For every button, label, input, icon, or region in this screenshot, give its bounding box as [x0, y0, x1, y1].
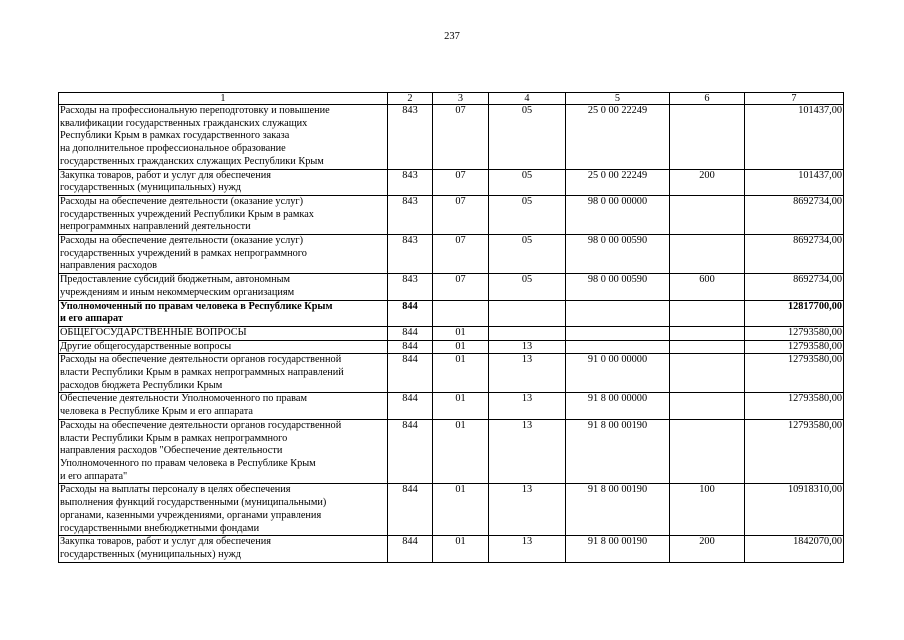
subsection-code: 13 — [489, 354, 566, 393]
ministry-code: 844 — [388, 419, 433, 484]
table-row — [59, 419, 844, 484]
table-row — [59, 105, 844, 170]
row-amount: 1842070,00 — [745, 536, 844, 562]
target-article-code: 25 0 00 22249 — [566, 169, 670, 195]
row-amount: 12793580,00 — [745, 419, 844, 484]
ministry-code: 844 — [388, 326, 433, 340]
target-article-code: 91 8 00 00190 — [566, 419, 670, 484]
column-header: 7 — [745, 93, 844, 105]
row-amount: 12793580,00 — [745, 393, 844, 419]
row-amount: 8692734,00 — [745, 235, 844, 274]
target-article-code: 91 8 00 00000 — [566, 393, 670, 419]
section-code: 07 — [433, 169, 489, 195]
row-description: Закупка товаров, работ и услуг для обеспечения государственных (муниципальных) нужд — [59, 536, 388, 562]
row-amount: 12793580,00 — [745, 354, 844, 393]
row-description: Расходы на выплаты персоналу в целях обеспечения выполнения функций государственными (муниципальными) органами, казенными учреждениями, органами управления государственными внебюджетными фондами — [59, 484, 388, 536]
ministry-code: 843 — [388, 195, 433, 234]
subsection-code: 13 — [489, 536, 566, 562]
page-number: 237 — [444, 31, 460, 42]
subsection-code: 13 — [489, 340, 566, 354]
subsection-code — [489, 326, 566, 340]
row-description: ОБЩЕГОСУДАРСТВЕННЫЕ ВОПРОСЫ — [59, 326, 388, 340]
row-amount: 12793580,00 — [745, 326, 844, 340]
column-header: 5 — [566, 93, 670, 105]
expense-type-code — [670, 340, 745, 354]
target-article-code — [566, 326, 670, 340]
table-row — [59, 340, 844, 354]
section-code: 07 — [433, 195, 489, 234]
column-header: 2 — [388, 93, 433, 105]
subsection-code: 05 — [489, 274, 566, 300]
table-row — [59, 326, 844, 340]
expense-type-code: 200 — [670, 169, 745, 195]
row-description: Расходы на профессиональную переподготовку и повышение квалификации государственных гражданских служащих Республики Крым в рамках государственного заказа на дополнительное профессиональное образование государственных гражданских служащих Республики Крым — [59, 105, 388, 170]
target-article-code: 98 0 00 00000 — [566, 195, 670, 234]
subsection-code: 05 — [489, 235, 566, 274]
expense-type-code — [670, 235, 745, 274]
ministry-code: 843 — [388, 274, 433, 300]
expense-type-code — [670, 105, 745, 170]
section-code: 01 — [433, 354, 489, 393]
ministry-code: 844 — [388, 393, 433, 419]
column-header: 3 — [433, 93, 489, 105]
expense-type-code — [670, 300, 745, 326]
target-article-code: 25 0 00 22249 — [566, 105, 670, 170]
table-row — [59, 300, 844, 326]
section-code: 01 — [433, 536, 489, 562]
column-header: 1 — [59, 93, 388, 105]
subsection-code: 13 — [489, 484, 566, 536]
column-number-row — [59, 93, 844, 105]
row-amount: 12793580,00 — [745, 340, 844, 354]
row-amount: 10918310,00 — [745, 484, 844, 536]
ministry-code: 844 — [388, 484, 433, 536]
section-code: 07 — [433, 235, 489, 274]
section-code: 01 — [433, 484, 489, 536]
subsection-code: 05 — [489, 169, 566, 195]
row-amount: 101437,00 — [745, 105, 844, 170]
expense-type-code — [670, 195, 745, 234]
table-row — [59, 354, 844, 393]
ministry-code: 844 — [388, 300, 433, 326]
table-row — [59, 274, 844, 300]
target-article-code: 91 8 00 00190 — [566, 536, 670, 562]
subsection-code — [489, 300, 566, 326]
column-header: 6 — [670, 93, 745, 105]
row-description: Расходы на обеспечение деятельности (оказание услуг) государственных учреждений в рамках непрограммного направления расходов — [59, 235, 388, 274]
expense-type-code — [670, 419, 745, 484]
table-row — [59, 393, 844, 419]
section-code: 07 — [433, 274, 489, 300]
table-row — [59, 169, 844, 195]
target-article-code — [566, 340, 670, 354]
section-code: 01 — [433, 419, 489, 484]
budget-table — [58, 92, 844, 563]
row-amount: 8692734,00 — [745, 195, 844, 234]
ministry-code: 844 — [388, 536, 433, 562]
row-description: Закупка товаров, работ и услуг для обеспечения государственных (муниципальных) нужд — [59, 169, 388, 195]
section-code — [433, 300, 489, 326]
section-code: 01 — [433, 326, 489, 340]
expense-type-code — [670, 326, 745, 340]
target-article-code — [566, 300, 670, 326]
row-description: Расходы на обеспечение деятельности (оказание услуг) государственных учреждений Республики Крым в рамках непрограммных направлений деятельности — [59, 195, 388, 234]
row-description: Расходы на обеспечение деятельности органов государственной власти Республики Крым в рамках непрограммных направлений расходов бюджета Республики Крым — [59, 354, 388, 393]
subsection-code: 05 — [489, 105, 566, 170]
ministry-code: 843 — [388, 235, 433, 274]
target-article-code: 98 0 00 00590 — [566, 235, 670, 274]
expense-type-code: 200 — [670, 536, 745, 562]
row-amount: 101437,00 — [745, 169, 844, 195]
ministry-code: 843 — [388, 169, 433, 195]
table-row — [59, 195, 844, 234]
expense-type-code — [670, 393, 745, 419]
expense-type-code: 600 — [670, 274, 745, 300]
ministry-code: 844 — [388, 340, 433, 354]
expense-type-code — [670, 354, 745, 393]
row-amount: 12817700,00 — [745, 300, 844, 326]
target-article-code: 91 0 00 00000 — [566, 354, 670, 393]
ministry-code: 843 — [388, 105, 433, 170]
subsection-code: 13 — [489, 393, 566, 419]
expense-type-code: 100 — [670, 484, 745, 536]
row-description: Предоставление субсидий бюджетным, автономным учреждениям и иным некоммерческим организациям — [59, 274, 388, 300]
table-row — [59, 235, 844, 274]
row-description: Расходы на обеспечение деятельности органов государственной власти Республики Крым в рамках непрограммного направления расходов "Обеспечение деятельности Уполномоченного по правам человека в Республике Крым и его аппарата" — [59, 419, 388, 484]
subsection-code: 13 — [489, 419, 566, 484]
section-code: 01 — [433, 393, 489, 419]
section-code: 07 — [433, 105, 489, 170]
column-header: 4 — [489, 93, 566, 105]
row-description: Другие общегосударственные вопросы — [59, 340, 388, 354]
subsection-code: 05 — [489, 195, 566, 234]
row-description: Уполномоченный по правам человека в Республике Крым и его аппарат — [59, 300, 388, 326]
target-article-code: 98 0 00 00590 — [566, 274, 670, 300]
ministry-code: 844 — [388, 354, 433, 393]
row-description: Обеспечение деятельности Уполномоченного по правам человека в Республике Крым и его аппарата — [59, 393, 388, 419]
section-code: 01 — [433, 340, 489, 354]
table-row — [59, 536, 844, 562]
target-article-code: 91 8 00 00190 — [566, 484, 670, 536]
row-amount: 8692734,00 — [745, 274, 844, 300]
table-body — [59, 105, 844, 563]
table-row — [59, 484, 844, 536]
